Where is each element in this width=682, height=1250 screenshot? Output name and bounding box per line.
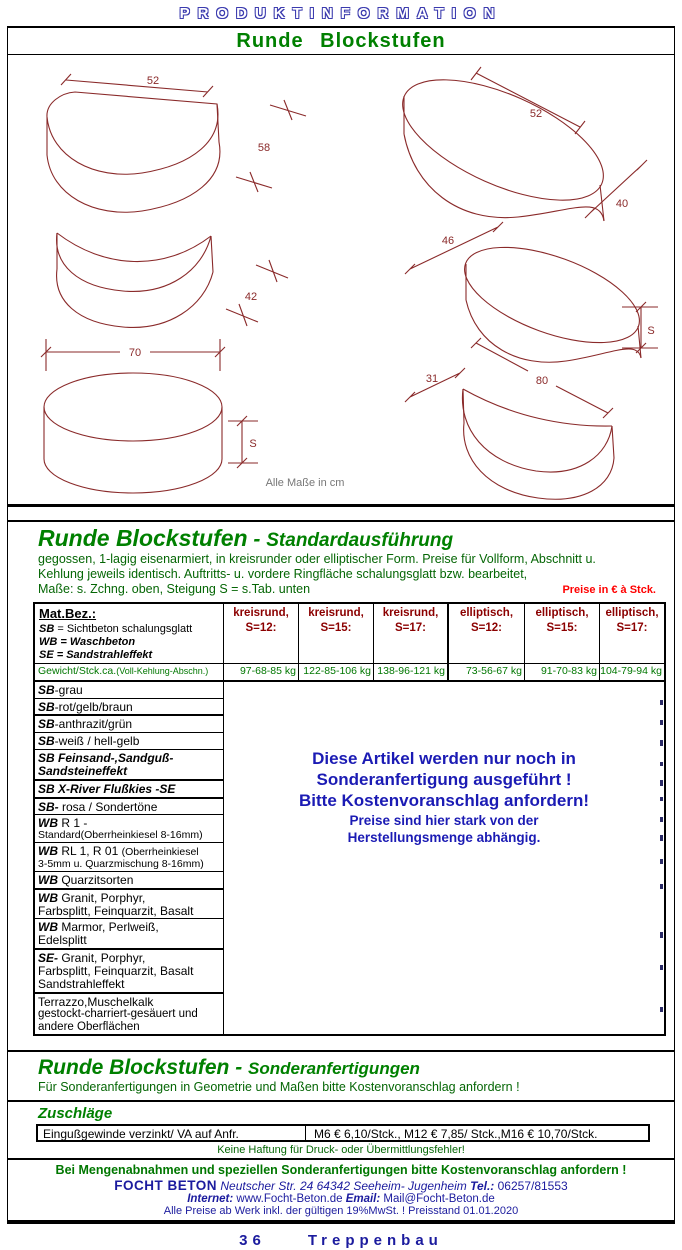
material-row-terrazzo — [35, 994, 223, 1034]
section-zuschlaege — [8, 1102, 674, 1160]
notice-line4: Preise sind hier stark von der — [349, 812, 539, 828]
sonderanfertigung-notice — [224, 748, 664, 847]
bulk-discount-note: Bei Mengenabnahmen und speziellen Sonderanfertigungen bitte Kostenvoranschlag anfordern ! — [55, 1163, 627, 1177]
weight-label: Gewicht/Stck.ca. — [38, 664, 117, 677]
sonder-heading-sep: - — [229, 1056, 249, 1079]
material-row-sb-rot — [35, 699, 223, 717]
col2-line1: kreisrund, — [382, 607, 439, 619]
page-title: Runde Blockstufen — [236, 30, 446, 52]
standard-heading-sep: - — [247, 528, 267, 551]
material-row-sb-xriver — [35, 781, 223, 799]
document-kicker: PRODUKTINFORMATION — [179, 5, 503, 22]
clipped-price-fragment — [660, 835, 663, 841]
clipped-price-fragment — [660, 932, 663, 938]
company-name: FOCHT BETON — [114, 1178, 218, 1193]
standard-desc-line1: gegossen, 1-lagig eisenarmiert, in kreisrunder oder elliptischer Form. Preise für Vollform, Abschnitt u. — [38, 552, 596, 566]
m1-prefix: SB — [38, 699, 55, 714]
m8-line2: 3-5mm u. Quarzmischung 8-16mm) — [38, 857, 204, 870]
col1-line1: kreisrund, — [308, 607, 364, 619]
column-header-kreisrund-s12 — [224, 604, 299, 663]
page-title-box — [8, 28, 674, 55]
material-legend-cell — [35, 604, 224, 663]
dim-label-l3-height: S — [249, 438, 257, 450]
material-row-wb-quarzit — [35, 872, 223, 890]
m5-prefix: SB — [38, 781, 55, 796]
sonder-heading-main: Runde Blockstufen — [38, 1056, 230, 1079]
m12-line2: Farbsplitt, Feinquarzit, Basalt — [38, 963, 194, 978]
standard-heading — [38, 525, 674, 552]
price-table-header-row — [35, 604, 664, 664]
dim-label-l2-diag: 42 — [244, 291, 258, 303]
m13-line2: gestockt-charriert-gesäuert und — [38, 1008, 198, 1021]
material-row-sb-rosa — [35, 799, 223, 816]
section-standard — [8, 522, 674, 1052]
col4-line1: elliptisch, — [535, 607, 589, 619]
clipped-price-fragment — [660, 762, 663, 766]
material-row-sb-grau — [35, 682, 223, 699]
zuschlaege-table — [36, 1124, 650, 1142]
material-row-wb-r1 — [35, 815, 223, 843]
sonder-heading — [38, 1056, 674, 1080]
col0-line1: kreisrund, — [233, 607, 289, 619]
material-row-wb-granit — [35, 890, 223, 920]
legend-sb — [39, 623, 219, 636]
m2-prefix: SB — [38, 717, 55, 732]
material-rows-column — [35, 682, 224, 1034]
dim-label-r1-depth: 40 — [615, 198, 629, 210]
column-header-kreisrund-s17 — [374, 604, 449, 663]
dim-label-r3-width: 31 — [425, 373, 439, 385]
legend-se — [39, 649, 219, 662]
column-header-elliptisch-s17 — [600, 604, 664, 663]
m9-prefix: WB — [38, 872, 58, 887]
company-web-line — [8, 1193, 674, 1205]
m9-text: Quarzitsorten — [58, 872, 134, 887]
clipped-price-fragment — [660, 1007, 663, 1012]
dim-label-r1-diag: 52 — [529, 108, 543, 120]
legend-wb-desc: = Waschbeton — [57, 635, 136, 648]
weight-value-0: 97-68-85 kg — [224, 664, 299, 680]
material-legend-title: Mat.Bez.: — [39, 606, 97, 621]
m7-text: R 1 - — [58, 816, 88, 831]
m12-prefix: SE- — [38, 951, 59, 966]
col3-line1: elliptisch, — [459, 607, 514, 619]
merged-notice-cell — [224, 682, 664, 1034]
col5-line1: elliptisch, — [605, 607, 659, 619]
material-row-sb-weiss — [35, 733, 223, 750]
dim-label-l1-diag: 58 — [257, 142, 271, 154]
m3-text: -weiß / hell-gelb — [54, 734, 140, 749]
block-step-drawings — [8, 55, 674, 504]
col3-line2: S=12: — [470, 621, 502, 634]
clipped-price-fragment — [660, 797, 663, 801]
material-row-se-granit — [35, 950, 223, 993]
column-header-kreisrund-s15 — [299, 604, 374, 663]
price-table — [33, 602, 666, 1036]
dim-label-r2-length: 80 — [535, 375, 549, 387]
website-url: www.Focht-Beton.de — [233, 1193, 346, 1205]
standard-desc-line2: Kehlung jeweils identisch. Auftritts- u. vordere Ringfläche schalungsglatt bzw. bearbeitet, — [38, 567, 528, 581]
section-sonderanfertigungen — [8, 1052, 674, 1102]
material-row-sb-feinsand — [35, 750, 223, 781]
legend-sb-desc: = Sichtbeton schalungsglatt — [54, 622, 193, 635]
table-bottom-gap — [8, 1036, 674, 1050]
standard-heading-sub: Standardausführung — [266, 530, 454, 551]
clipped-price-fragment — [660, 700, 663, 705]
page-footer — [0, 1224, 682, 1249]
weight-value-2: 138-96-121 kg — [374, 664, 449, 680]
m4-prefix: SB — [38, 751, 55, 766]
clipped-price-fragment — [660, 817, 663, 822]
legend-se-desc: = Sandstrahleffekt — [53, 648, 153, 661]
m10-line2: Farbsplitt, Feinquarzit, Basalt — [38, 903, 194, 918]
legend-wb — [39, 636, 219, 649]
notice-line3: Bitte Kostenvoranschlag anfordern! — [299, 791, 589, 811]
legend-se-code: SE — [39, 648, 54, 661]
m8-text: RL 1, R 01 — [58, 844, 122, 859]
clipped-price-fragment — [660, 884, 663, 889]
weight-value-3: 73-56-67 kg — [449, 664, 525, 680]
material-row-sb-anthrazit — [35, 716, 223, 733]
standard-heading-main: Runde Blockstufen — [38, 525, 248, 551]
m7-line2: Standard(Oberrheinkiesel 8-16mm) — [38, 829, 203, 842]
standard-desc-line3: Maße: s. Zchng. oben, Steigung S = s.Tab. unten — [38, 582, 311, 596]
m11-prefix: WB — [38, 920, 58, 935]
email-address: Mail@Focht-Beton.de — [380, 1193, 495, 1205]
material-row-wb-marmor — [35, 919, 223, 950]
m0-prefix: SB — [38, 682, 55, 697]
price-table-body — [35, 682, 664, 1034]
units-note: Alle Maße in cm — [265, 477, 345, 489]
dim-label-r2-width: 46 — [441, 235, 455, 247]
m5-text: X-River Flußkies -SE — [54, 781, 176, 796]
weight-row — [35, 664, 664, 682]
m10-text: Granit, Porphyr, — [58, 890, 146, 905]
legend-wb-code: WB — [39, 635, 58, 648]
standard-description — [38, 552, 674, 597]
m11-line2: Edelsplitt — [38, 933, 87, 948]
tel-label: Tel.: — [470, 1179, 498, 1193]
weight-value-4: 91-70-83 kg — [525, 664, 600, 680]
page-section-name: Treppenbau — [307, 1232, 443, 1249]
internet-label: Internet: — [187, 1193, 234, 1205]
company-address-line — [8, 1178, 674, 1193]
legend-sb-code: SB — [39, 622, 55, 635]
technical-drawings-panel — [8, 55, 674, 507]
m13-text: Terrazzo,Muschelkalk — [38, 994, 154, 1009]
m7-prefix: WB — [38, 816, 58, 831]
vat-price-note: Alle Preise ab Werk inkl. der gültigen 19%MwSt. ! Preisstand 01.01.2020 — [163, 1205, 519, 1217]
clipped-price-fragment — [660, 740, 663, 746]
sonder-heading-sub: Sonderanfertigungen — [248, 1059, 420, 1078]
m12-text: Granit, Porphyr, — [58, 951, 146, 966]
dim-label-l1-width: 52 — [146, 75, 160, 87]
m12-line3: Sandstrahleffekt — [38, 976, 125, 991]
col5-line2: S=17: — [616, 621, 648, 634]
zuschlaege-title: Zuschläge — [38, 1105, 113, 1122]
notice-line2: Sonderanfertigung ausgeführt ! — [316, 770, 572, 790]
column-header-elliptisch-s12 — [449, 604, 525, 663]
m1-text: -rot/gelb/braun — [54, 699, 133, 714]
col4-line2: S=15: — [546, 621, 578, 634]
clipped-price-fragment — [660, 859, 663, 864]
page-frame — [7, 26, 675, 1224]
col1-line2: S=15: — [320, 621, 352, 634]
col0-line2: S=12: — [245, 621, 277, 634]
dim-label-r2-height: S — [647, 325, 655, 337]
email-label: Email: — [345, 1193, 381, 1205]
weight-label-small: (Voll-Kehlung-Abschn.) — [116, 665, 209, 676]
clipped-price-fragment — [660, 720, 663, 725]
price-unit-note: Preise in € à Stck. — [562, 584, 656, 596]
m3-prefix: SB — [38, 734, 55, 749]
material-row-wb-rl1 — [35, 843, 223, 871]
column-header-elliptisch-s15 — [525, 604, 600, 663]
m2-text: -anthrazit/grün — [54, 717, 133, 732]
m11-text: Marmor, Perlweiß, — [58, 920, 159, 935]
section-divider-band — [8, 507, 674, 522]
clipped-price-fragment — [660, 780, 663, 786]
zuschlaege-item-label: Eingußgewinde verzinkt/ VA auf Anfr. — [38, 1126, 306, 1140]
notice-line5: Herstellungsmenge abhängig. — [347, 830, 541, 846]
tel-number: 06257/81553 — [497, 1179, 568, 1193]
m4-text: Feinsand-,Sandguß- — [54, 751, 174, 766]
sonder-description: Für Sonderanfertigungen in Geometrie und Maßen bitte Kostenvoranschlag anfordern ! — [38, 1080, 520, 1094]
m0-text: -grau — [54, 682, 83, 697]
m6-prefix: SB- — [38, 799, 59, 814]
section-company-footer — [8, 1160, 674, 1224]
col2-line2: S=17: — [394, 621, 426, 634]
m8-tail: (Oberrheinkiesel — [121, 846, 199, 859]
m13-line3: andere Oberflächen — [38, 1020, 140, 1033]
notice-line1: Diese Artikel werden nur noch in — [312, 748, 576, 768]
zuschlaege-item-prices: M6 € 6,10/Stck., M12 € 7,85/ Stck.,M16 € 10,70/Stck. — [314, 1127, 598, 1141]
weight-label-cell — [35, 664, 224, 680]
m6-text: rosa / Sondertöne — [58, 799, 158, 814]
clipped-price-fragment — [660, 965, 663, 970]
page-number: 36 — [239, 1232, 266, 1249]
liability-disclaimer: Keine Haftung für Druck- oder Übermittlungsfehler! — [217, 1144, 465, 1156]
dim-label-l3-width: 70 — [128, 347, 142, 359]
company-address: Neutscher Str. 24 64342 Seeheim- Jugenheim — [217, 1179, 471, 1193]
m8-prefix: WB — [38, 844, 58, 859]
m10-prefix: WB — [38, 890, 58, 905]
standard-desc-line3-row — [38, 582, 674, 597]
m4-line2: Sandsteineffekt — [38, 763, 128, 778]
weight-value-1: 122-85-106 kg — [299, 664, 374, 680]
weight-value-5: 104-79-94 kg — [600, 664, 662, 677]
